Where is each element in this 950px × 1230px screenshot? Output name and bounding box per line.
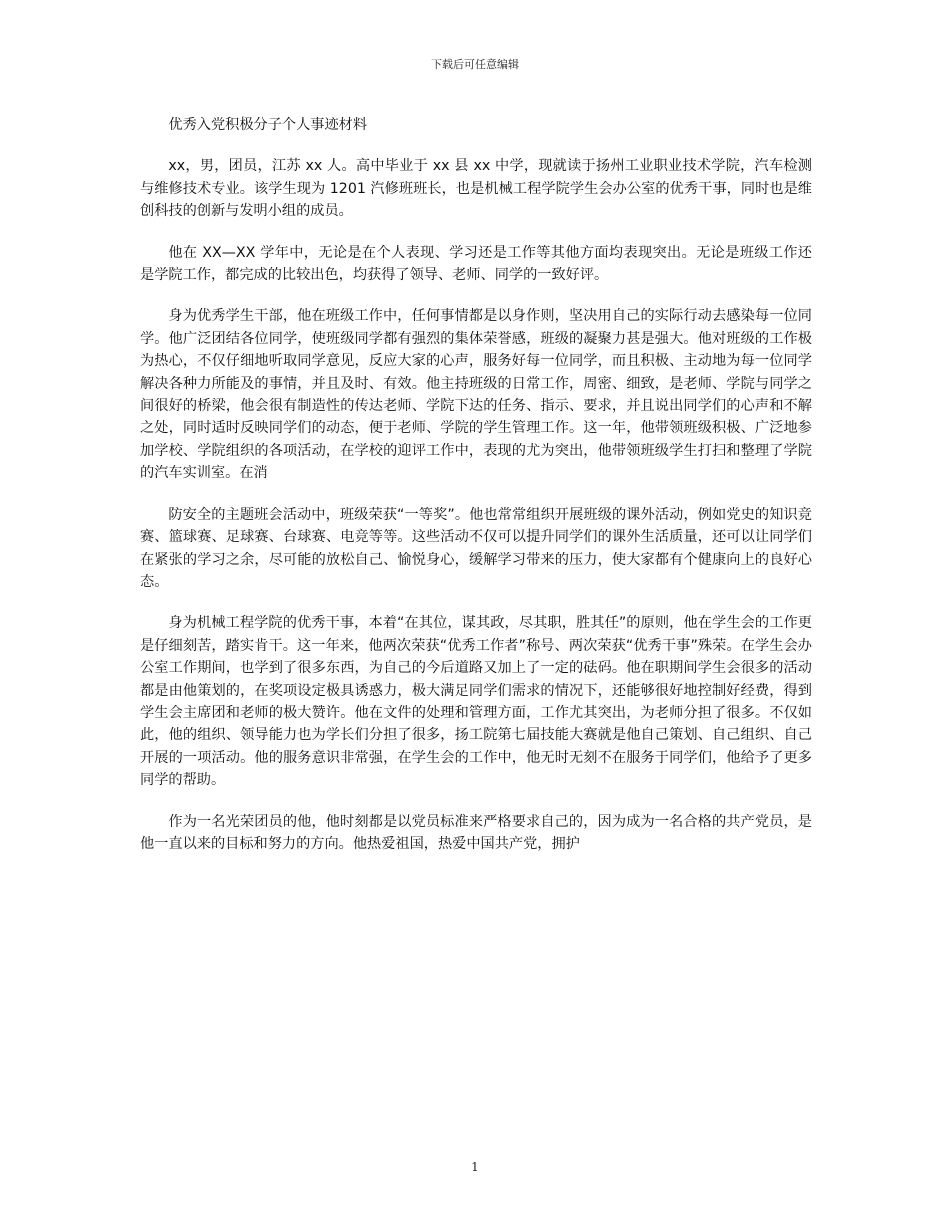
document-body — [140, 114, 812, 874]
paragraph-5: 身为机械工程学院的优秀干事，本着“在其位，谋其政，尽其职，胜其任”的原则，他在学生会的工作更是仔细刻苦，踏实肯干。这一年来，他两次荣获“优秀工作者”称号、两次荣获“优秀干事”殊荣。在学生会办公室工作期间，也学到了很多东西，为自己的今后道路又加上了一定的砝码。他在职期间学生会很多的活动都是由他策划的，在奖项设定极具诱惑力，极大满足同学们需求的情况下，还能够很好地控制好经费，得到学生会主席团和老师的极大赞许。他在文件的处理和管理方面，工作尤其突出，为老师分担了很多。不仅如此，他的组织、领导能力也为学长们分担了很多，扬工院第七届技能大赛就是他自己策划、自己组织、自己开展的一项活动。他的服务意识非常强，在学生会的工作中，他无时无刻不在服务于同学们，他给予了更多同学的帮助。 — [140, 615, 812, 789]
paragraph-4: 防安全的主题班会活动中，班级荣获“一等奖”。他也常常组织开展班级的课外活动，例如党史的知识竞赛、篮球赛、足球赛、台球赛、电竞等等。这些活动不仅可以提升同学们的课外生活质量，还可以让同学们在紧张的学习之余，尽可能的放松自己、愉悦身心，缓解学习带来的压力，使大家都有个健康向上的良好心态。 — [140, 506, 812, 590]
paragraph-2: 他在 XX—XX 学年中，无论是在个人表现、学习还是工作等其他方面均表现突出。无论是班级工作还是学院工作，都完成的比较出色，均获得了领导、老师、同学的一致好评。 — [140, 244, 812, 284]
document-title: 优秀入党积极分子个人事迹材料 — [168, 117, 368, 133]
paragraph-3: 身为优秀学生干部，他在班级工作中，任何事情都是以身作则，坚决用自己的实际行动去感染每一位同学。他广泛团结各位同学，使班级同学都有强烈的集体荣誉感，班级的凝聚力甚是强大。他对班级的工作极为热心，不仅仔细地听取同学意见，反应大家的心声，服务好每一位同学，而且积极、主动地为每一位同学解决各种力所能及的事情，并且及时、有效。他主持班级的日常工作，周密、细致，是老师、学院与同学之间很好的桥梁，他会很有制造性的传达老师、学院下达的任务、指示、要求，并且说出同学们的心声和不解之处，同时适时反映同学们的动态，便于老师、学院的学生管理工作。这一年，他带领班级积极、广泛地参加学校、学院组织的各项活动，在学校的迎评工作中，表现的尤为突出，他带领班级学生打扫和整理了学院的汽车实训室。在消 — [140, 308, 812, 482]
paragraph-6: 作为一名光荣团员的他，他时刻都是以党员标准来严格要求自己的，因为成为一名合格的共产党员，是他一直以来的目标和努力的方向。他热爱祖国，热爱中国共产党，拥护 — [140, 813, 812, 852]
paragraph-1: xx，男，团员，江苏 xx 人。高中毕业于 xx 县 xx 中学，现就读于扬州工业职业技术学院，汽车检测与维修技术专业。该学生现为 1201 汽修班班长，也是机械工程学院学生会办公室的优秀干事，同时也是维创科技的创新与发明小组的成员。 — [140, 158, 812, 220]
page-header: 下载后可任意编辑 — [431, 58, 519, 71]
page-number: 1 — [471, 1160, 479, 1174]
